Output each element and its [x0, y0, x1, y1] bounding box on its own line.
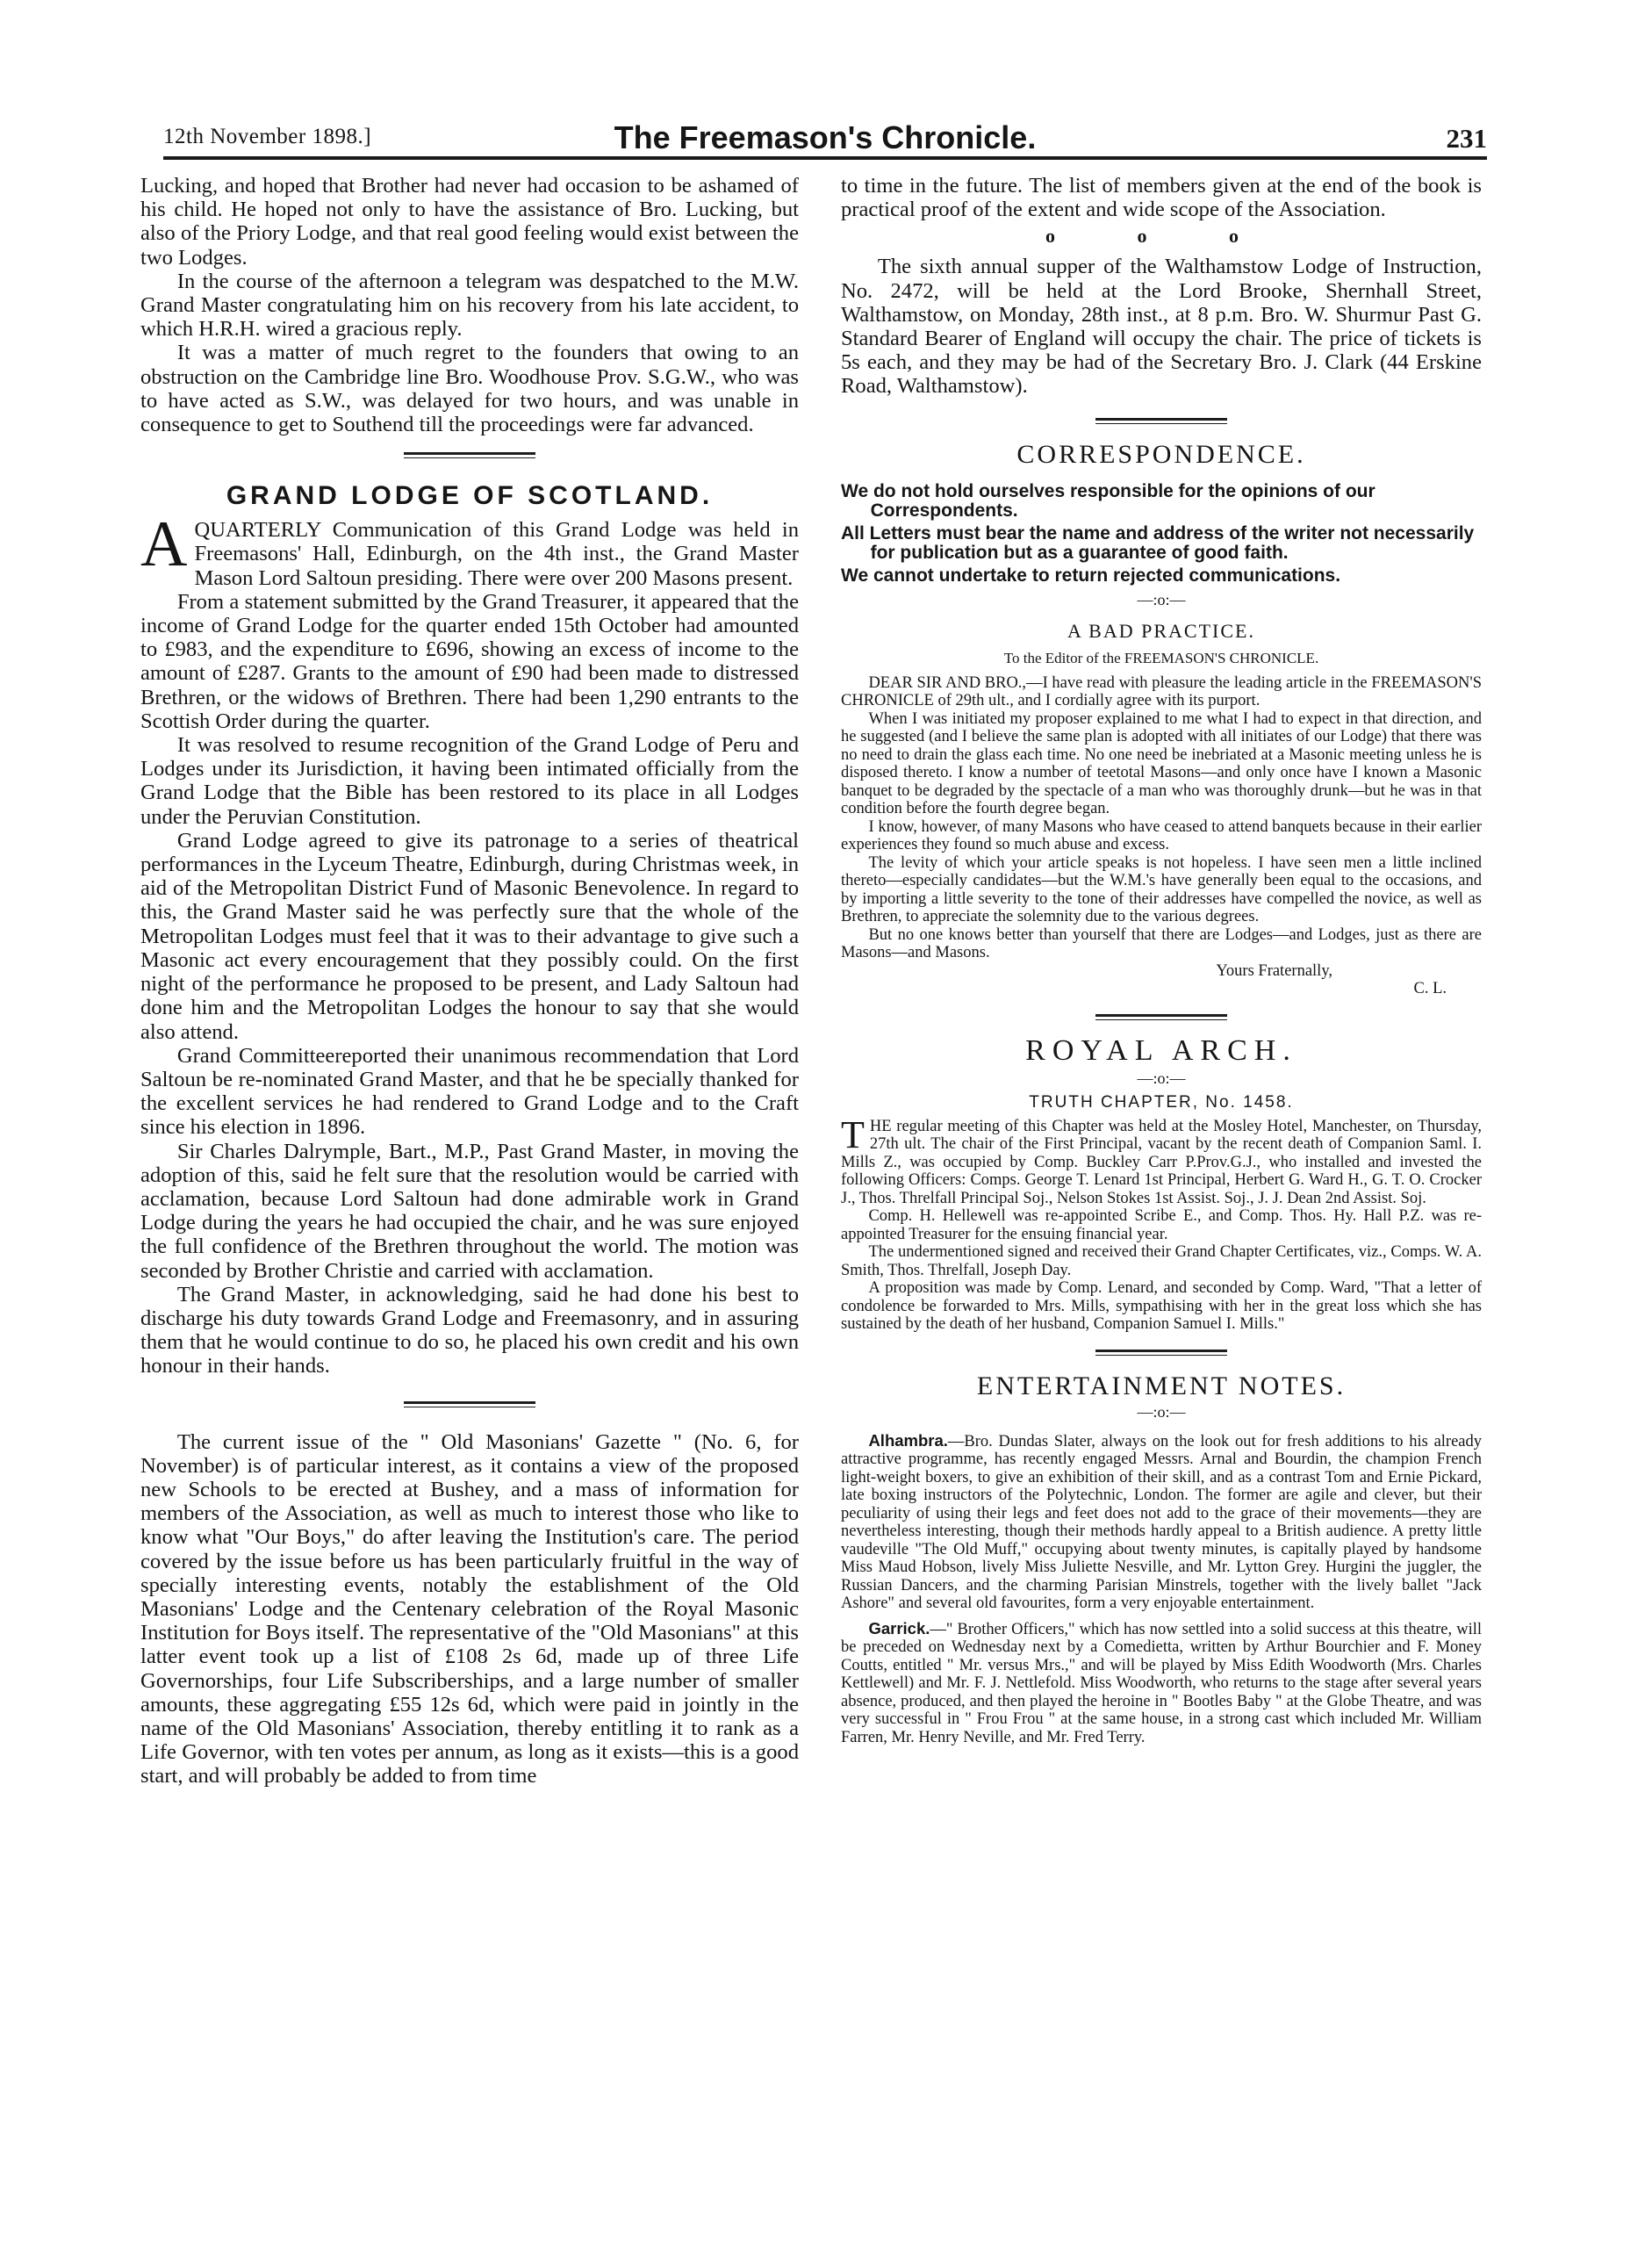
intro-paragraph: Lucking, and hoped that Brother had never had occasion to be ashamed of his child. He hoped not only to have the assistance of Bro. Lucking, but also of the Priory Lodge, and that real good feeling would exist between the two Lodges. — [140, 174, 799, 270]
section-dots: o o o — [1045, 225, 1277, 248]
correspondence-heading: CORRESPONDENCE. — [1016, 439, 1306, 469]
closing: Yours Fraternally, — [1216, 961, 1332, 980]
chapter-heading: TRUTH CHAPTER, No. 1458. — [1029, 1092, 1294, 1112]
grand-lodge-first-paragraph: AQUARTERLY Communication of this Grand Lodge was held in Freemasons' Hall, Edinburgh, on the 4th inst., the Grand Master Mason Lord Saltoun presiding. There were over 200 Masons present. — [140, 508, 799, 590]
intro-text — [140, 174, 799, 436]
continuation-text — [841, 174, 1482, 221]
letter-paragraph: The levity of which your article speaks is not hopeless. I have seen men a little inclined thereto—especially candidates—but the W.M.'s have generally been equal to the occasions, and by importing a little severity to the tone of their addresses have compelled the novice, as well as Brethren, to appreciate the solemnity due to the various degrees. — [841, 853, 1482, 926]
drop-cap: A — [140, 508, 188, 581]
royal-arch-paragraph: The undermentioned signed and received their Grand Chapter Certificates, viz., Comps. W. A. Smith, Thos. Threlfall, Joseph Day. — [841, 1243, 1482, 1279]
entertainment-paragraph: Garrick.—" Brother Officers," which has now settled into a solid success at this theatre, will be preceded on Wednesday next by a Comedietta, written by Arthur Bourchier and F. Money Coutts, entitled " Mr. versus Mrs.," and will be played by Miss Edith Woodworth (Mrs. Charles Kettlewell) and Mr. F. J. Nettlefold. Miss Woodworth, who returns to the stage after several years absence, produced, and then played the heroine in " Bootles Baby " at the Globe Theatre, and was very successful in " Frou Frou " at the same house, in a strong cast which included Mr. William Farren, Mr. Henry Neville, and Mr. Fred Terry. — [841, 1618, 1482, 1746]
intro-paragraph: It was a matter of much regret to the founders that owing to an obstruction on the Cambridge line Bro. Woodhouse Prov. S.G.W., who was to have acted as S.W., was delayed for two hours, and was unable in consequence to get to Southend till the proceedings were far advanced. — [140, 341, 799, 437]
royal-arch-first-paragraph: THE regular meeting of this Chapter was held at the Mosley Hotel, Manchester, on Thursday, 27th ult. The chair of the First Principal, vacant by the recent death of Companion Saml. I. Mills Z., was occupied by Comp. Buckley Carr P.Prov.G.J., who installed and invested the following Officers: Comps. George T. Lenard 1st Principal, Herbert G. Ward H., G. T. O. Crocker J., Thos. Threlfall Principal Soj., Nelson Stokes 1st Assist. Soj., J. J. Dean 2nd Assist. Soj. — [841, 1112, 1482, 1207]
section-separator — [841, 1350, 1482, 1356]
grand-lodge-article — [140, 508, 799, 1378]
section-separator — [841, 418, 1482, 424]
royal-arch-body — [841, 1112, 1482, 1334]
royal-arch-paragraph: A proposition was made by Comp. Lenard, and seconded by Comp. Ward, "That a letter of condolence be forwarded to Mrs. Mills, sympathising with her in the great loss which she has sustained by the death of her husband, Companion Samuel I. Mills." — [841, 1279, 1482, 1334]
divider-mark: —:o:— — [1137, 590, 1186, 608]
intro-paragraph: In the course of the afternoon a telegram was despatched to the M.W. Grand Master congratulating him on his recovery from his late accident, to which H.R.H. wired a gracious reply. — [140, 269, 799, 342]
royal-arch-heading: ROYAL ARCH. — [1025, 1033, 1297, 1067]
left-column — [140, 174, 799, 1789]
letter-paragraph: When I was initiated my proposer explained to me what I had to expect in that direction, and he suggested (and I believe the same plan is adopted with all initiates of our Lodge) that there was no need to drain the glass each time. No one need be inebriated at a Masonic meeting unless he is disposed thereto. I know a number of teetotal Masons—and only once have I known a Masonic banquet to be degraded by the spectacle of a man who was thoroughly drunk—but he was in that condition before the fourth degree began. — [841, 709, 1482, 818]
gazette-paragraph: The current issue of the " Old Masonians' Gazette " (No. 6, for November) is of particular interest, as it contains a view of the proposed new Schools to be erected at Bushey, and a mass of information for members of the Association, as well as much to interest those who like to know what "Our Boys," do after leaving the Institution's care. The period covered by the issue before us has been particularly fruitful in the way of specially interesting events, notably the establishment of the Old Masonians' Lodge and the Centenary celebration of the Royal Masonic Institution for Boys itself. The representative of the "Old Masonians" at this latter event took up a list of £108 2s 6d, made up of three Life Governorships, four Life Subscriberships, and a large number of smaller amounts, these aggregating £55 12s 6d, which were paid in jointly in the name of the Old Masonians' Association, thereby entitling it to rank as a Life Governor, with ten votes per annum, as long as it exists—this is a good start, and will probably be added to from time — [140, 1429, 799, 1789]
initials: C. L. — [1413, 980, 1447, 998]
letter-addressee: To the Editor of the FREEMASON'S CHRONICLE. — [1003, 649, 1319, 666]
closing-row — [841, 962, 1482, 981]
article-paragraph: The Grand Master, in acknowledging, said he had done his best to discharge his duty towards Grand Lodge and Freemasonry, and in assuring them that he would continue to do so, he placed his own credit and his own honour in their hands. — [140, 1282, 799, 1378]
article-paragraph: Grand Committeereported their unanimous recommendation that Lord Saltoun be re-nominated Grand Master, and that he be specially thanked for the excellent services he had rendered to Grand Lodge and to the Craft since his election in 1896. — [140, 1043, 799, 1140]
letter-paragraph: I know, however, of many Masons who have ceased to attend banquets because in their earlier experiences they found so much abuse and excess. — [841, 817, 1482, 854]
drop-cap: T — [841, 1112, 865, 1156]
initials-row — [841, 980, 1482, 998]
letter-paragraph: But no one knows better than yourself that there are Lodges—and Lodges, just as there are Masons—and Masons. — [841, 925, 1482, 962]
run-in-label: Alhambra. — [868, 1430, 948, 1450]
section-separator — [140, 1401, 799, 1407]
article-paragraph: From a statement submitted by the Grand Treasurer, it appeared that the income of Grand Lodge for the quarter ended 15th October had amounted to £983, and the expenditure to £696, showing an excess of income to the amount of £287. Grants to the amount of £90 had been made to distressed Brethren, or the widows of Brethren. There had been 1,290 entrants to the Scottish Order during the quarter. — [140, 589, 799, 733]
entertainment-paragraph: Alhambra.—Bro. Dundas Slater, always on the look out for fresh additions to his already attractive programme, has recently engaged Messrs. Arnal and Bourdin, the champion French light-weight boxers, to give an exhibition of their skill, and as a contrast Tom and Ernie Pickard, late boxing instructors of the Polytechnic, London. The former are agile and clever, but their peculiarity of using their legs and feet does not add to the grace of their movements—they are nevertheless interesting, though their methods hardly appeal to a British audience. A pretty little vaudeville "The Old Muff," occupying about twenty minutes, is capitally played by handsome Miss Maud Hobson, lively Miss Juliette Nesville, and Mr. Lytton Grey. Hurgini the juggler, the Russian Dancers, and the charming Parisian Minstrels, together with the lively ballet "Jack Ashore" and several old favourites, form a very enjoyable entertainment. — [841, 1430, 1482, 1613]
letter-body — [841, 674, 1482, 998]
section-separator — [140, 452, 799, 458]
continuation-paragraph: to time in the future. The list of members given at the end of the book is practical proof of the extent and wide scope of the Association. — [841, 174, 1482, 222]
page-number: 231 — [1446, 123, 1487, 154]
entertainment-body — [841, 1432, 1482, 1747]
supper-text — [841, 255, 1482, 398]
salutation: DEAR SIR AND BRO., — [868, 673, 1027, 692]
supper-paragraph: The sixth annual supper of the Walthamstow Lodge of Instruction, No. 2472, will be held at the Lord Brooke, Shernhall Street, Walthamstow, on Monday, 28th inst., at 8 p.m. Bro. W. Shurmur Past G. Standard Bearer of England will occupy the chair. The price of tickets is 5s each, and they may be had of the Secretary Bro. J. Clark (44 Erskine Road, Walthamstow). — [841, 255, 1482, 399]
entertainment-heading: ENTERTAINMENT NOTES. — [976, 1371, 1347, 1400]
run-in-label: Garrick. — [868, 1618, 930, 1638]
publication-title: The Freemason's Chronicle. — [614, 119, 1037, 155]
grand-lodge-heading: GRAND LODGE OF SCOTLAND. — [226, 481, 714, 511]
header-rule — [163, 156, 1487, 160]
divider-mark: —:o:— — [1137, 1402, 1186, 1421]
letter-heading: A BAD PRACTICE. — [1067, 619, 1255, 642]
gazette-text — [140, 1430, 799, 1789]
right-column — [841, 174, 1482, 1746]
correspondence-notices — [841, 482, 1482, 586]
article-paragraph: Sir Charles Dalrymple, Bart., M.P., Past Grand Master, in moving the adoption of this, said he felt sure that the resolution would be carried with acclamation, because Lord Saltoun had done admirable work in Grand Lodge during the years he had occupied the chair, and he was sure enjoyed the full confidence of the Brethren throughout the world. The motion was seconded by Brother Christie and carried with acclamation. — [140, 1139, 799, 1283]
notice: We cannot undertake to return rejected communications. — [841, 565, 1341, 586]
letter-paragraph: DEAR SIR AND BRO.,—I have read with pleasure the leading article in the FREEMASON'S CHRONICLE of 29th ult., and I cordially agree with its purport. — [841, 673, 1482, 710]
divider-mark: —:o:— — [1137, 1069, 1186, 1087]
article-paragraph: It was resolved to resume recognition of the Grand Lodge of Peru and Lodges under its Jurisdiction, it having been intimated officially from the Grand Lodge that the Bible has been restored to its place in all Lodges under the Peruvian Constitution. — [140, 733, 799, 829]
notice: We do not hold ourselves responsible for the opinions of our Correspondents. — [841, 480, 1375, 521]
royal-arch-paragraph: Comp. H. Hellewell was re-appointed Scribe E., and Comp. Thos. Hy. Hall P.Z. was re-appointed Treasurer for the ensuing financial year. — [841, 1207, 1482, 1243]
notice: All Letters must bear the name and address of the writer not necessarily for publication but as a guarantee of good faith. — [841, 522, 1475, 563]
article-paragraph: Grand Lodge agreed to give its patronage to a series of theatrical performances in the Lyceum Theatre, Edinburgh, during Christmas week, in aid of the Metropolitan District Fund of Masonic Benevolence. In regard to this, the Grand Master said he was perfectly sure that the whole of the Metropolitan Lodges must feel that it was to their advantage to give such a Masonic act every encouragement that they possibly could. On the first night of the performance he proposed to be present, and Lady Saltoun had done him and the Metropolitan Lodges the honour to say that she would also attend. — [140, 828, 799, 1044]
section-separator — [841, 1014, 1482, 1020]
running-header — [163, 119, 1487, 155]
issue-date: 12th November 1898.] — [163, 125, 372, 148]
